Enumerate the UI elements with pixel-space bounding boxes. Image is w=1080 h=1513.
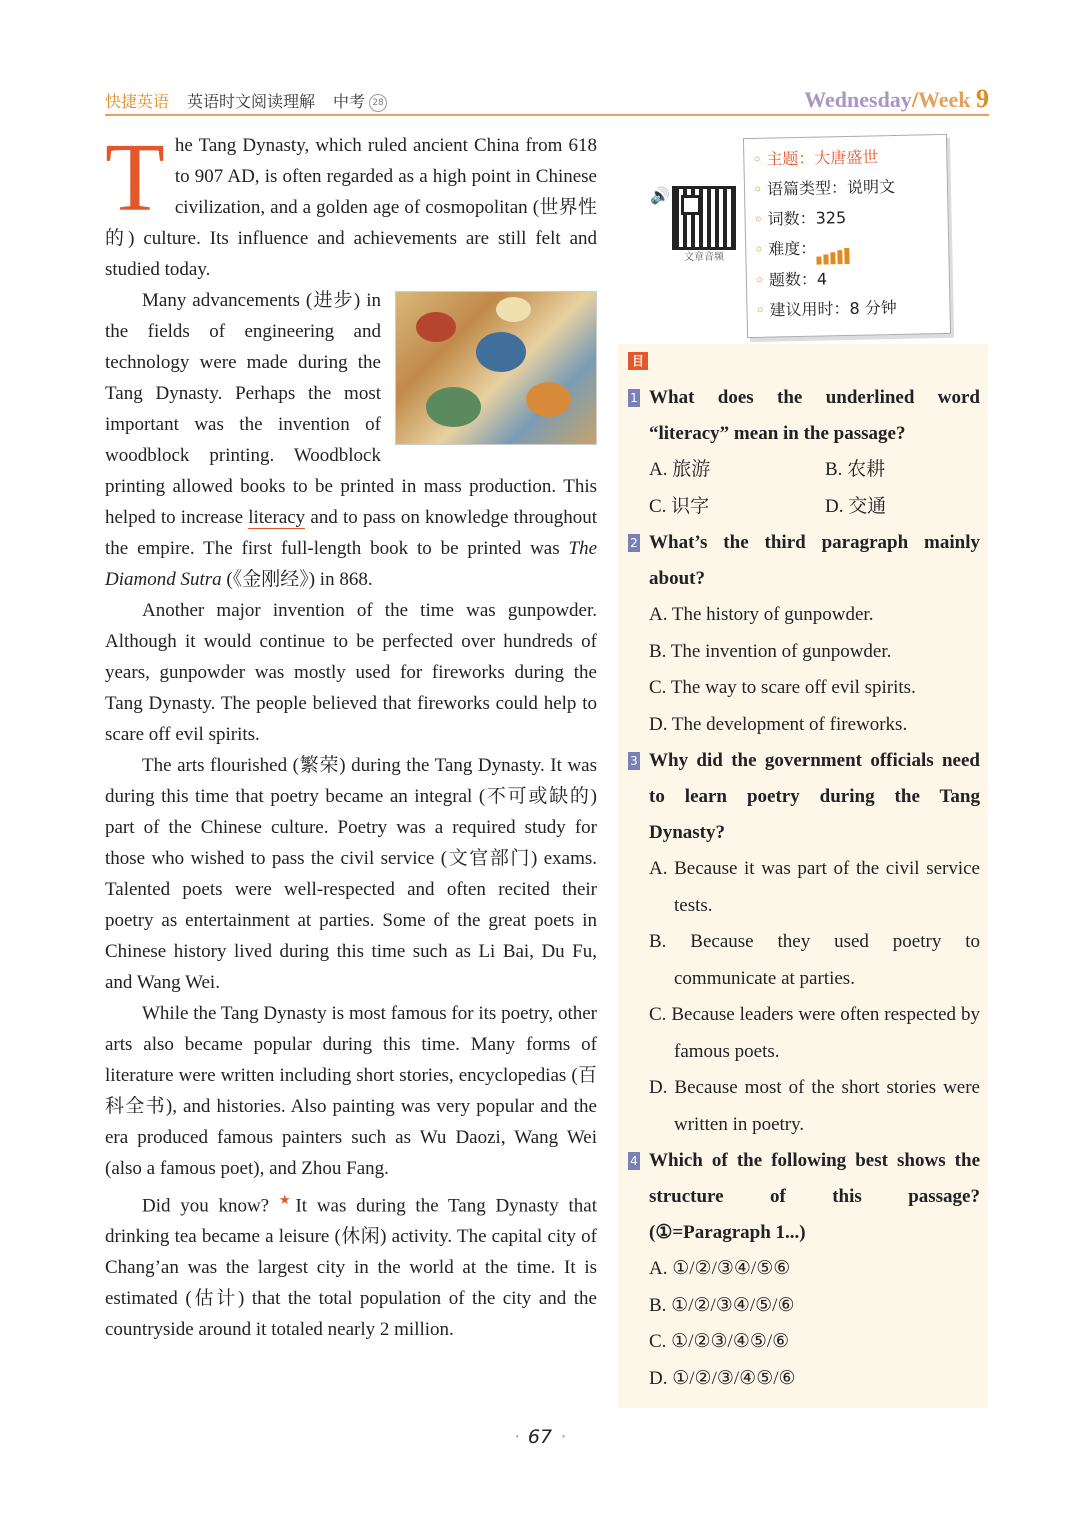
difficulty-bar — [823, 254, 828, 264]
question-stem — [628, 380, 980, 452]
info-card — [743, 134, 951, 338]
question-list — [628, 380, 980, 1397]
paragraph-2-text-a: Many advancements (进步) in the fields of engineering and technology were made during the Tang Dynasty. Perhaps the most important was the invention of woodblock printing. Woodblock printing allowed books to be printed in mass production. This helped to increase — [105, 290, 597, 528]
option-d[interactable]: D. ①/②/③/④⑤/⑥ — [649, 1367, 796, 1389]
option-a[interactable]: A. Because it was part of the civil service tests. — [649, 858, 980, 916]
question-4 — [628, 1143, 980, 1397]
question-number: 1 — [628, 389, 640, 407]
speaker-icon[interactable]: 🔊 — [650, 186, 670, 205]
option-d[interactable]: D. Because most of the short stories were written in poetry. — [649, 1077, 980, 1135]
difficulty-bar — [837, 250, 842, 264]
paragraph-6-text: It was during the Tang Dynasty that drinking tea became a leisure (休闲) activity. The capital city of Chang’an was the largest city in the world at the time. It is estimated (估计) that the total population of the city and the countryside around it totaled nearly 2 million. — [105, 1195, 598, 1341]
question-number: 3 — [628, 752, 640, 770]
paragraph-1 — [105, 124, 597, 285]
question-stem — [628, 1143, 980, 1251]
option-b[interactable]: B. The invention of gunpowder. — [649, 640, 892, 662]
paragraph-2-text-b: and to pass on knowledge throughout the empire. The first full-length book to be printed was — [105, 507, 597, 559]
issue-badge: 28 — [369, 94, 387, 112]
book-title: The Diamond Sutra — [105, 538, 597, 590]
star-icon: ★ — [278, 1192, 296, 1207]
info-list — [744, 135, 950, 326]
paragraph-1-text: he Tang Dynasty, which ruled ancient China from 618 to 907 AD, is often regarded as a high point in Chinese civilization, and a golden age of cosmopolitan (世界性的) culture. Its influence and achievements are still felt and studied today. — [105, 135, 597, 280]
page-number: · 67 · — [0, 1426, 1080, 1448]
article — [105, 124, 598, 1345]
option-c[interactable]: C. ①/②③/④⑤/⑥ — [649, 1331, 790, 1352]
option-b[interactable]: B. 农耕 — [825, 459, 886, 480]
series-name: 英语时文阅读理解 — [187, 92, 316, 111]
info-topic: ◦ 主题：大唐盛世 — [766, 141, 947, 175]
week-label: Week — [917, 87, 971, 112]
qr-label: 文章音频 — [684, 252, 724, 263]
exercise-icon: 目 — [628, 352, 648, 370]
info-genre: ◦ 语篇类型：说明文 — [767, 171, 948, 205]
option-b[interactable]: B. ①/②/③④/⑤/⑥ — [649, 1294, 795, 1316]
underlined-word: literacy — [248, 507, 306, 528]
option-b[interactable]: B. Because they used poetry to communicate at parties. — [649, 931, 980, 989]
drop-cap: T — [105, 124, 165, 232]
paragraph-2 — [105, 285, 597, 595]
option-row — [628, 452, 980, 489]
info-question-count: ◦ 题数：4 — [769, 261, 950, 295]
info-difficulty — [768, 231, 949, 265]
qr-code[interactable] — [672, 186, 736, 250]
option-row — [628, 489, 980, 526]
option-c[interactable]: C. Because leaders were often respected by famous poets. — [649, 1004, 980, 1062]
question-1 — [628, 380, 980, 525]
day-label: Wednesday — [804, 87, 912, 112]
info-word-count: ◦ 词数：325 — [767, 201, 948, 235]
option-d[interactable]: D. The development of fireworks. — [649, 713, 908, 735]
page-header — [105, 86, 989, 116]
difficulty-bar — [816, 256, 821, 264]
question-text: What’s the third paragraph mainly about? — [649, 532, 980, 589]
week-number: 9 — [976, 84, 989, 113]
question-text: Why did the government officials need to learn poetry during the Tang Dynasty? — [649, 750, 980, 843]
tang-painting-image — [395, 291, 597, 445]
question-3 — [628, 743, 980, 1143]
paragraph-5: While the Tang Dynasty is most famous for its poetry, other arts also became popular during this time. Many forms of literature were written including short stories, encyclopedias (百科全书), and histories. Also painting was very popular and the era produced famous painters such as Wu Daozi, Wang Wei (also a famous poet), and Zhou Fang. — [105, 1003, 597, 1179]
option-a[interactable]: A. ①/②/③④/⑤⑥ — [649, 1258, 791, 1279]
option-a[interactable]: A. The history of gunpowder. — [649, 604, 874, 625]
questions-panel — [618, 344, 988, 1408]
option-c[interactable]: C. 识字 — [649, 495, 710, 517]
did-you-know-label: Did you know? — [142, 1195, 279, 1217]
difficulty-bar — [830, 252, 835, 264]
difficulty-label: 难度： — [768, 238, 817, 259]
header-right — [804, 84, 989, 114]
question-stem — [628, 525, 980, 597]
difficulty-bar — [844, 247, 849, 263]
question-stem — [628, 743, 980, 851]
difficulty-bars-icon — [816, 233, 852, 264]
brand-name: 快捷英语 — [105, 92, 170, 111]
option-c[interactable]: C. The way to scare off evil spirits. — [649, 677, 916, 698]
option-d[interactable]: D. 交通 — [825, 495, 887, 517]
slash-divider: / — [911, 87, 918, 112]
info-time: ◦ 建议用时：8 分钟 — [769, 291, 950, 325]
option-a[interactable]: A. 旅游 — [649, 459, 711, 480]
paragraph-3: Another major invention of the time was gunpowder. Although it would continue to be perfected over hundreds of years, gunpowder was mostly used for fireworks during the Tang Dynasty. The people believed that fireworks could help to scare off evil spirits. — [105, 600, 597, 745]
header-left — [105, 89, 387, 112]
header-rule — [105, 114, 989, 116]
question-2 — [628, 525, 980, 743]
paragraph-4: The arts flourished (繁荣) during the Tang Dynasty. It was during this time that poetry became an integral (不可或缺的) part of the Chinese culture. Poetry was a required study for those who wished to pass the civil service (文官部门) exams. Talented poets were well-respected and often recited their poetry as entertainment at parties. Some of the great poets in Chinese history lived during this time such as Li Bai, Du Fu, and Wang Wei. — [105, 755, 597, 993]
question-number: 4 — [628, 1152, 640, 1170]
question-text: Which of the following best shows the structure of this passage? (①=Paragraph 1...) — [649, 1150, 980, 1243]
question-text: What does the underlined word “literacy” mean in the passage? — [649, 387, 980, 444]
paragraph-2-text-c: (《金刚经》) in 868. — [221, 569, 373, 590]
paragraph-6 — [105, 1184, 597, 1345]
question-number: 2 — [628, 534, 640, 552]
level-label: 中考 — [333, 92, 366, 111]
